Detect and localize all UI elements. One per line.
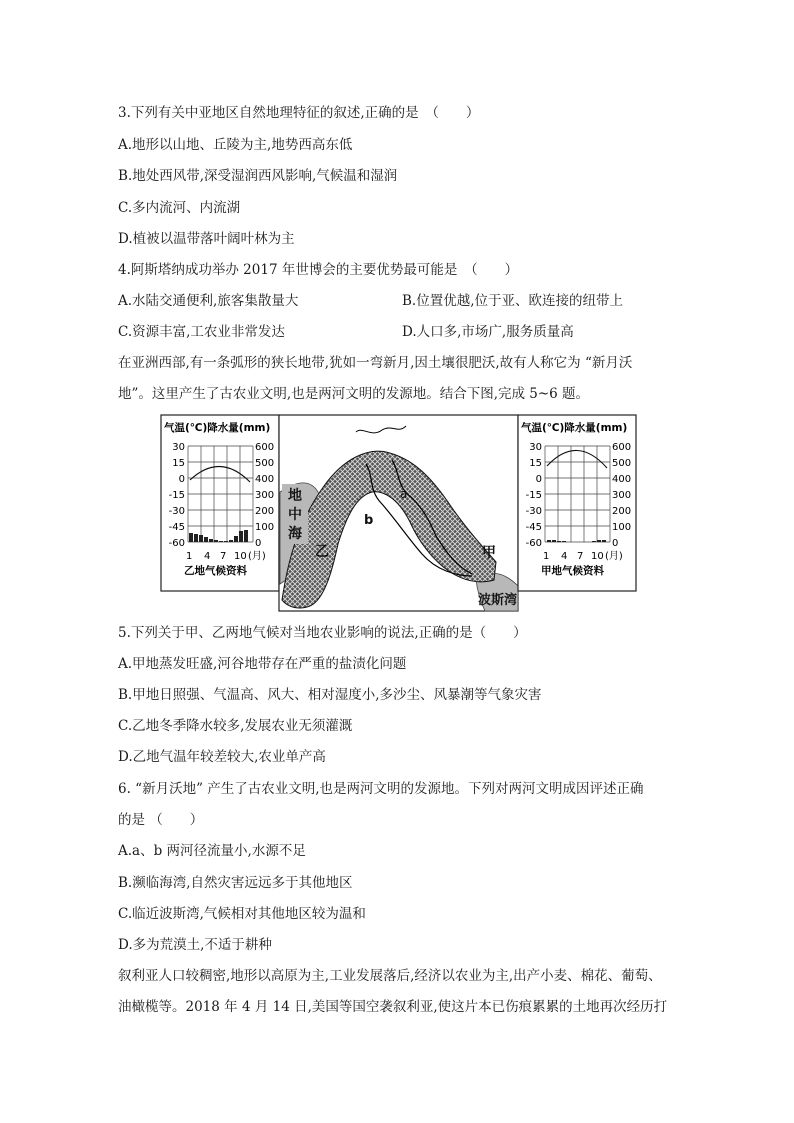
left-precip-tick-2: 400 [255,474,275,485]
q5-option-c: C.乙地冬季降水较多,发展农业无须灌溉 [118,718,353,734]
right-temp-tick-1: 15 [529,458,542,469]
q5-option-d: D.乙地气温年较差较大,农业单产高 [118,749,326,765]
left-precip-tick-1: 500 [255,458,275,469]
q3-option-c: C.多内流河、内流湖 [118,200,241,216]
q6-option-a: A.a、b 两河径流量小,水源不足 [118,843,306,859]
passage2-line1: 叙利亚人口较稠密,地形以高原为主,工业发展落后,经济以农业为主,出产小麦、棉花、葡萄、 [118,968,662,984]
persian-gulf-label: 波斯湾 [478,593,518,608]
left-temp-tick-6: -60 [168,538,185,549]
left-chart-header: 气温(℃)降水量(mm) [164,422,271,434]
left-precip-tick-6: 0 [255,538,262,549]
right-precip-tick-6: 0 [612,538,619,549]
left-month-unit: (月) [248,551,266,562]
right-month-1: 1 [543,551,550,562]
right-temp-tick-4: -30 [525,506,542,517]
left-temp-tick-2: 0 [178,474,185,485]
right-temp-tick-2: 0 [535,474,542,485]
river-a-label: a [400,487,408,501]
q5-stem: 5.下列关于甲、乙两地气候对当地农业影响的说法,正确的是（ ） [118,625,527,641]
q6-stem-line1: 6. “新月沃地” 产生了古农业文明,也是两河文明的发源地。下列对两河文明成因评述正确 [118,781,644,797]
left-month-10: 10 [234,551,247,562]
q5-option-a: A.甲地蒸发旺盛,河谷地带存在严重的盐渍化问题 [118,656,407,672]
left-precip-tick-0: 600 [255,442,275,453]
left-temp-tick-4: -30 [168,506,185,517]
right-precip-tick-1: 500 [612,458,632,469]
left-month-7: 7 [220,551,227,562]
q6-option-d: D.多为荒漠土,不适于耕种 [118,937,272,953]
q3-option-b: B.地处西风带,深受湿润西风影响,气候温和湿润 [118,168,398,184]
right-temp-tick-0: 30 [529,442,542,453]
right-temp-tick-3: -15 [525,490,542,501]
q6-option-b: B.濒临海湾,自然灾害远远多于其他地区 [118,875,353,891]
right-temp-tick-5: -45 [525,522,542,533]
right-climate-chart [518,415,636,591]
q4-option-c: C.资源丰富,工农业非常发达 [118,324,285,340]
right-chart-header: 气温(℃)降水量(mm) [521,422,628,434]
left-climate-chart [161,415,279,591]
q4-stem: 4.阿斯塔纳成功举办 2017 年世博会的主要优势最可能是 （ ） [118,262,519,278]
left-temp-tick-0: 30 [172,442,185,453]
right-chart-caption: 甲地气候资料 [541,565,604,577]
right-precip-tick-0: 600 [612,442,632,453]
q3-option-d: D.植被以温带落叶阔叶林为主 [118,231,295,247]
river-b-label: b [364,513,374,528]
left-month-1: 1 [186,551,193,562]
q3-option-a: A.地形以山地、丘陵为主,地势西高东低 [118,137,353,153]
q6-stem-line2: 的是 （ ） [118,812,204,828]
q6-option-c: C.临近波斯湾,气候相对其他地区较为温和 [118,906,366,922]
passage1-line1: 在亚洲西部,有一条弧形的狭长地带,犹如一弯新月,因土壤很肥沃,故有人称它为 “新月沃 [118,355,633,371]
left-temp-tick-3: -15 [168,490,185,501]
left-precip-tick-5: 100 [255,522,275,533]
right-month-4: 4 [561,551,568,562]
left-temp-tick-1: 15 [172,458,185,469]
right-month-10: 10 [591,551,604,562]
left-chart-caption: 乙地气候资料 [184,565,247,577]
q3-stem: 3.下列有关中亚地区自然地理特征的叙述,正确的是 （ ） [118,105,480,121]
right-precip-tick-4: 200 [612,506,632,517]
right-precip-tick-2: 400 [612,474,632,485]
fertile-crescent-figure [160,414,638,612]
place-jia-label: 甲 [482,545,496,561]
right-precip-tick-5: 100 [612,522,632,533]
place-yi-label: 乙 [315,544,329,560]
q4-option-b: B.位置优越,位于亚、欧连接的纽带上 [402,293,624,309]
right-temp-tick-6: -60 [525,538,542,549]
passage2-line2: 油橄榄等。2018 年 4 月 14 日,美国等国空袭叙利亚,使这片本已伤痕累累的土地再次经历打 [118,999,668,1015]
right-month-7: 7 [577,551,584,562]
left-month-4: 4 [204,551,211,562]
passage1-line2: 地”。这里产生了古农业文明,也是两河文明的发源地。结合下图,完成 5~6 题。 [118,386,590,402]
left-precip-tick-4: 200 [255,506,275,517]
mediterranean-label-vertical: 地中海 [288,488,302,542]
q4-option-d: D.人口多,市场广,服务质量高 [402,324,574,340]
right-precip-tick-3: 300 [612,490,632,501]
q5-option-b: B.甲地日照强、气温高、风大、相对湿度小,多沙尘、风暴潮等气象灾害 [118,687,542,703]
left-temp-tick-5: -45 [168,522,185,533]
right-month-unit: (月) [605,551,623,562]
q4-option-a: A.水陆交通便利,旅客集散量大 [118,293,299,309]
left-precip-tick-3: 300 [255,490,275,501]
